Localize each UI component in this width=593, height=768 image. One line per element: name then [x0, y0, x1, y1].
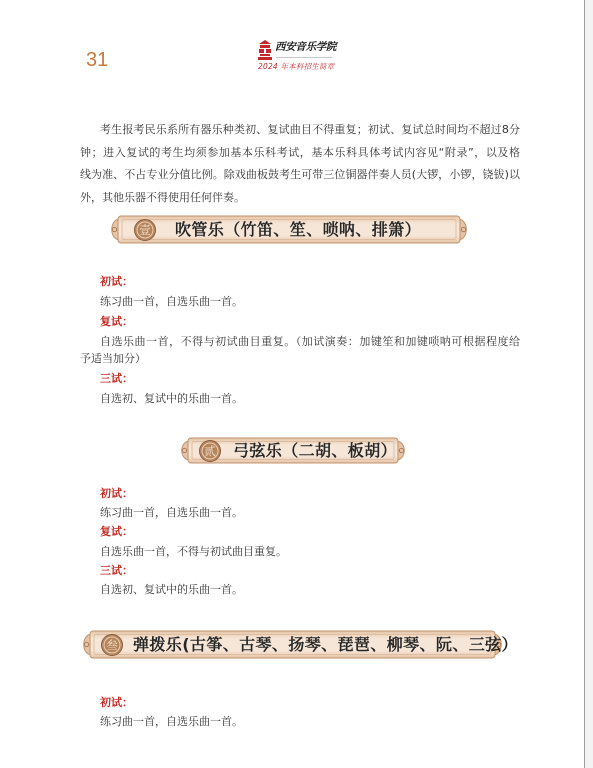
round-label-first: 初试： — [100, 486, 133, 500]
content-line: 练习曲一首，自选乐曲一首。 — [100, 714, 243, 728]
round-content — [80, 713, 520, 730]
section-ordinal-badge: 叁 — [101, 634, 123, 656]
section-banner-plucked-strings — [80, 628, 518, 661]
section-ordinal-badge: 壹 — [134, 219, 156, 241]
wind-requirements — [80, 273, 520, 410]
school-seal-icon — [258, 40, 272, 60]
seal-beam — [260, 45, 270, 48]
section-title: 弹拨乐(古筝、古琴、扬琴、琵琶、柳琴、阮、三弦） — [133, 634, 518, 654]
content-line: 予适当加分） — [80, 351, 146, 365]
content-line: 自选乐曲一首，不得与初试曲目重复。（加试演奏：加键笙和加键唢呐可根据程度给 — [100, 334, 520, 348]
section-banner-wind — [108, 213, 470, 246]
intro-line: 考生报考民乐系所有器乐种类初、复试曲目不得重复；初试、复试总时间均不超过8分 — [100, 123, 520, 136]
plucked-strings-requirements — [80, 694, 520, 733]
section-title: 吹管乐（竹笛、笙、唢呐、排箫） — [175, 219, 422, 239]
seal-lower-beam — [260, 54, 270, 56]
intro-paragraph — [80, 119, 520, 210]
bowed-strings-requirements — [80, 485, 520, 601]
round-content — [80, 333, 520, 367]
round-label-second: 复试： — [100, 314, 133, 328]
content-line: 练习曲一首，自选乐曲一首。 — [100, 505, 243, 519]
intro-line: 钟；进入复试的考生均须参加基本乐科考试，基本乐科具体考试内容见“附录”，以及格 — [80, 145, 520, 159]
round-content — [80, 293, 520, 310]
school-name: 西安音乐学院 — [275, 41, 337, 53]
seal-left-block — [259, 49, 264, 53]
content-line: 自选乐曲一首，不得与初试曲目重复。 — [100, 544, 287, 558]
intro-line: 外，其他乐器不得使用任何伴奏。 — [80, 191, 245, 205]
round-label-second: 复试： — [100, 525, 133, 539]
logo-caption-rule — [276, 57, 332, 58]
content-line: 练习曲一首，自选乐曲一首。 — [100, 294, 243, 308]
round-content — [80, 390, 520, 407]
section-banner-bowed-strings — [178, 435, 408, 466]
content-line: 自选初、复试中的乐曲一首。 — [100, 583, 243, 597]
page-number: 31 — [86, 49, 109, 71]
round-label-first: 初试： — [100, 695, 133, 709]
seal-base — [258, 57, 272, 60]
round-content — [80, 543, 520, 560]
round-content — [80, 504, 520, 521]
intro-line: 线为准、不占专业分值比例。除戏曲板鼓考生可带三位铜器伴奏人员(大锣，小锣，铙钹)以 — [80, 168, 520, 182]
brochure-subtitle: 2024 年本科招生简章 — [258, 62, 335, 71]
round-label-third: 三试： — [100, 564, 133, 578]
seal-right-block — [266, 49, 271, 53]
round-label-third: 三试： — [100, 371, 133, 385]
section-title: 弓弦乐（二胡、板胡） — [233, 440, 398, 460]
round-label-first: 初试： — [100, 274, 133, 288]
content-line: 自选初、复试中的乐曲一首。 — [100, 391, 243, 405]
section-ordinal-badge: 贰 — [199, 440, 221, 462]
round-content — [80, 581, 520, 598]
school-logo — [256, 38, 340, 74]
page-edge — [584, 0, 593, 768]
seal-roof — [259, 40, 271, 44]
